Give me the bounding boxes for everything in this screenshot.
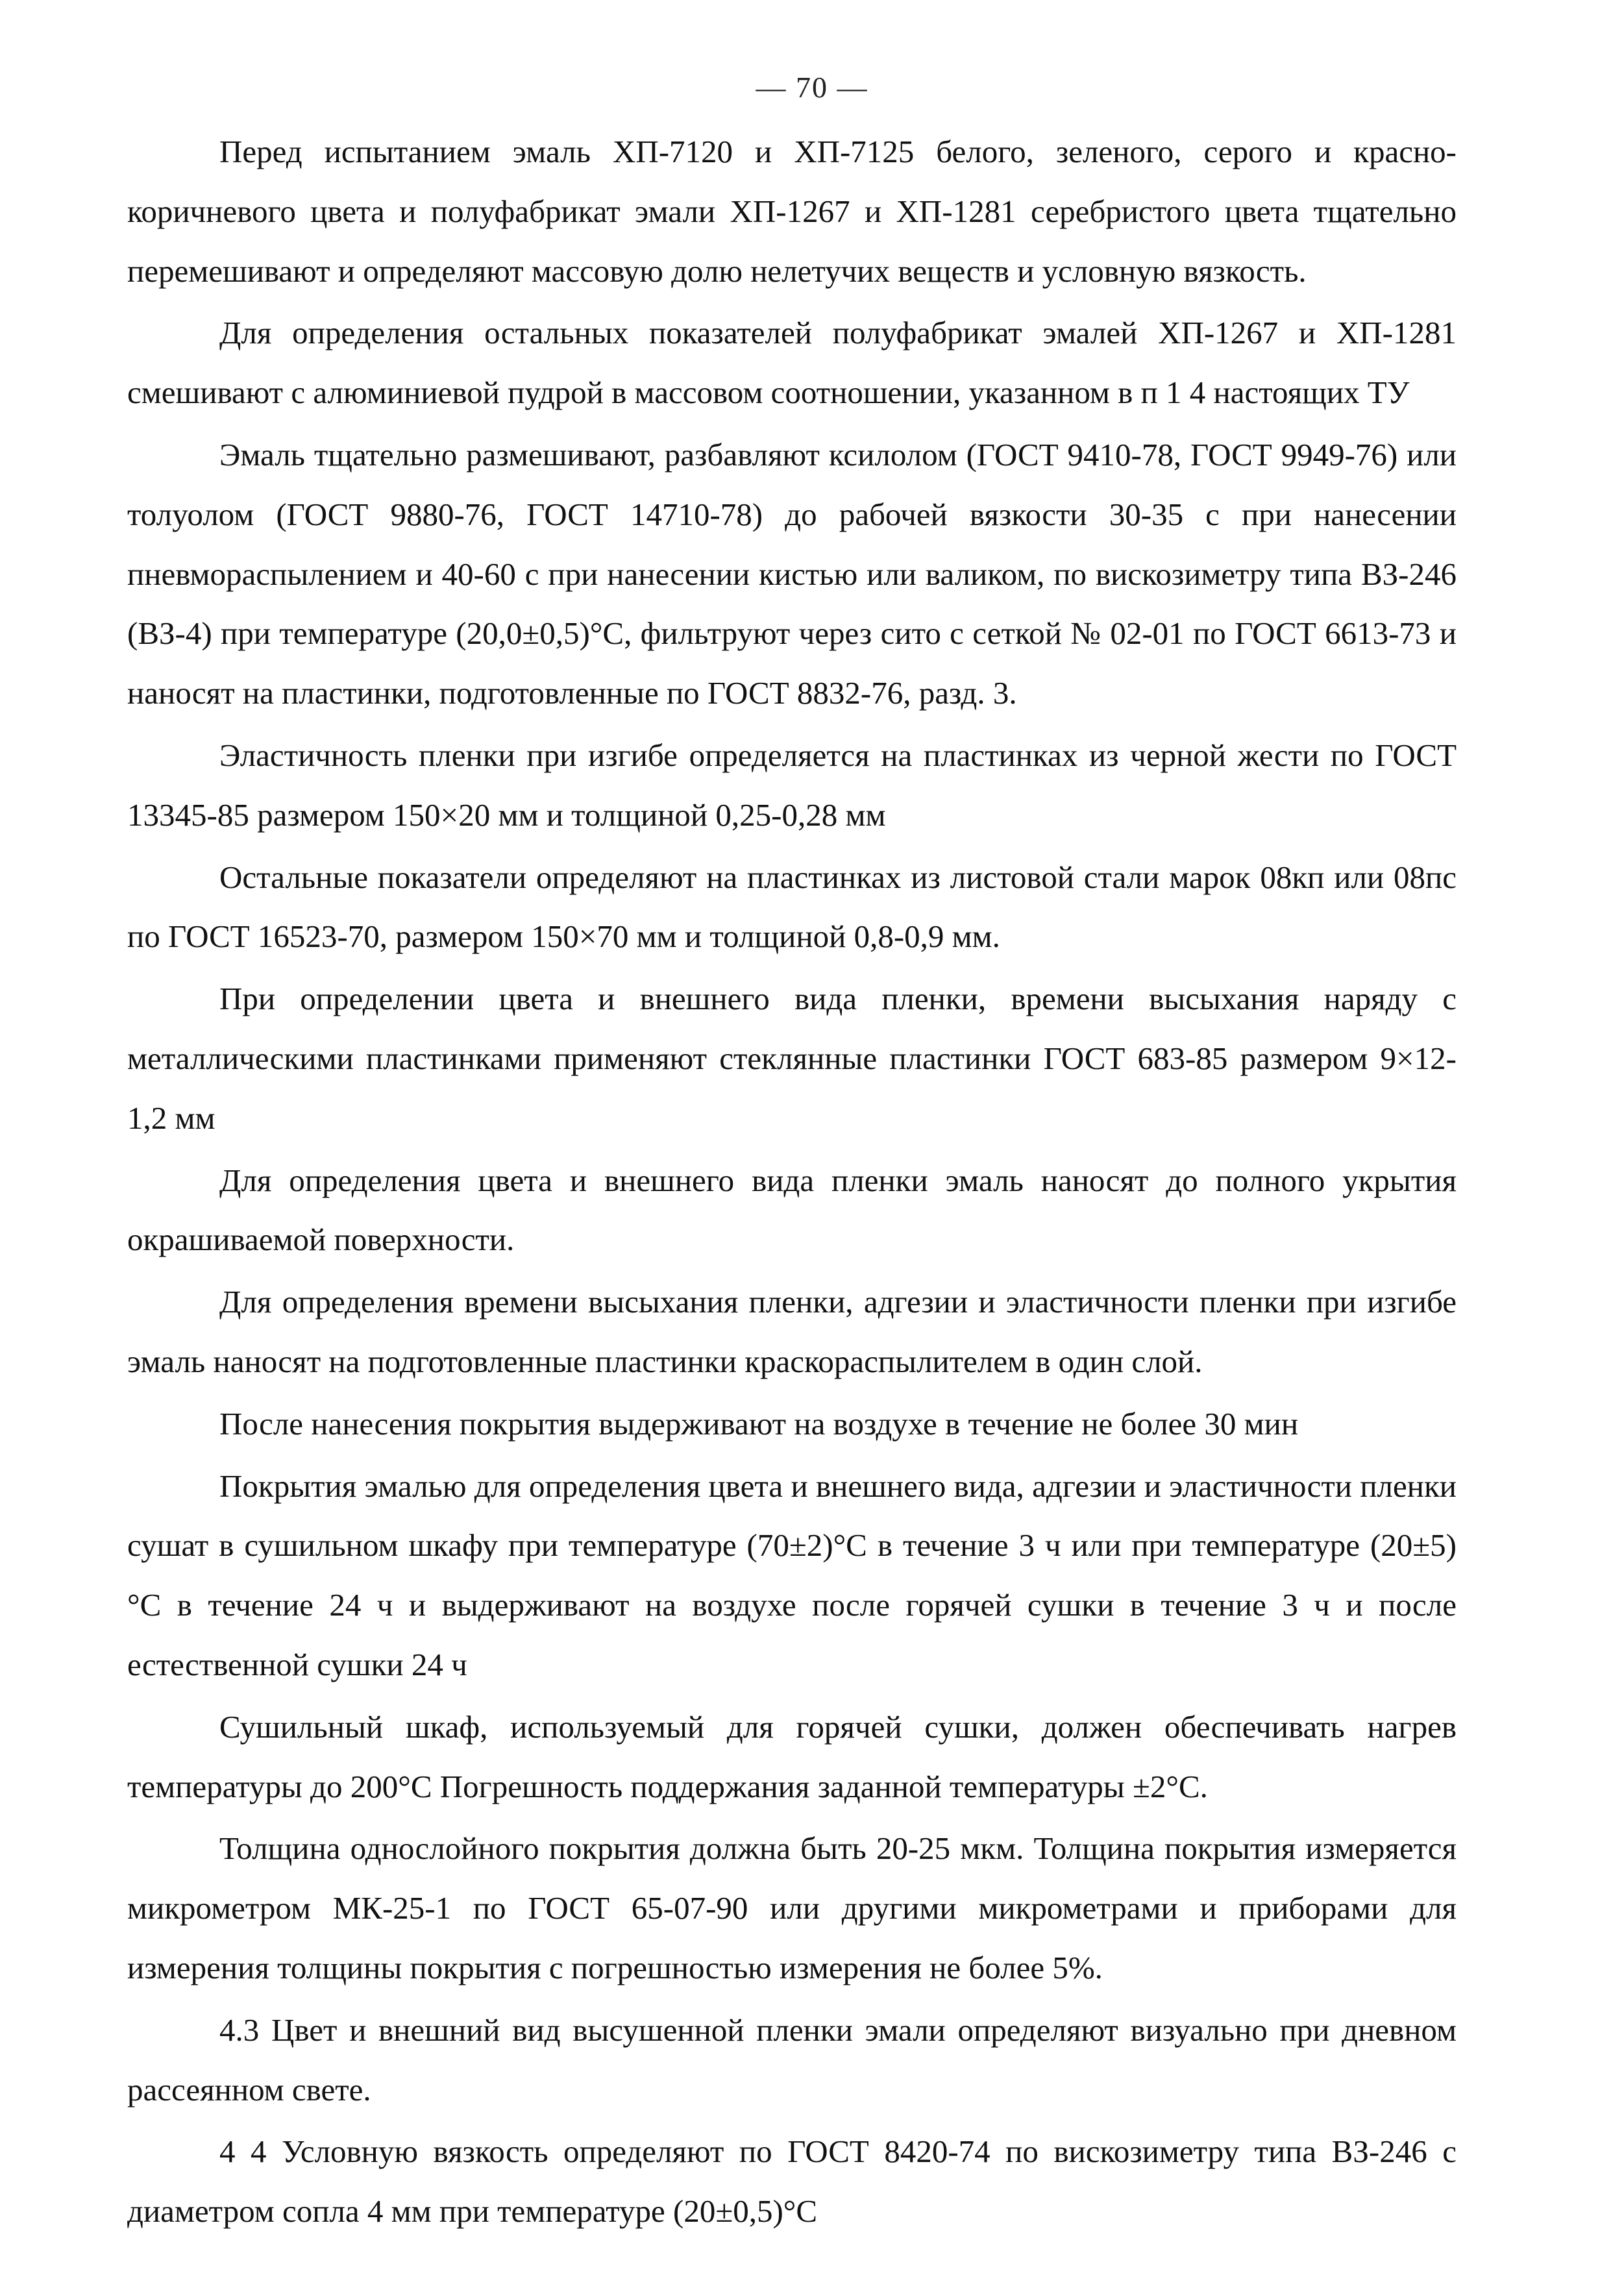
paragraph-thinning-and-application: Эмаль тщательно размешивают, разбавляют ксилолом (ГОСТ 9410-78, ГОСТ 9949-76) или толуолом (ГОСТ 9880-76, ГОСТ 14710-78) до рабочей вязкости 30-35 с при нанесении пневмораспылением и 40-60 с при нанесении кистью или валиком, по вискозиметру типа ВЗ-246 (ВЗ-4) при температуре (20,0±0,5)°С, фильтруют через сито с сеткой № 02-01 по ГОСТ 6613-73 и наносят на пластинки, подготовленные по ГОСТ 8832-76, разд. 3. [127,436,1457,711]
paragraph-single-layer-spray: Для определения времени высыхания пленки, адгезии и эластичности пленки при изгибе эмаль наносят на подготовленные пластинки краскораспылителем в один слой. [127,1284,1457,1379]
page-number: — 70 — [756,71,868,104]
paragraph-drying-conditions: Покрытия эмалью для определения цвета и внешнего вида, адгезии и эластичности пленки сушат в сушильном шкафу при температуре (70±2)°С в течение 3 ч или при температуре (20±5)°С в течение 24 ч и выдерживают на воздухе после горячей сушки в течение 3 ч и после естественной сушки 24 ч [127,1468,1457,1682]
paragraph-steel-plates: Остальные показатели определяют на пластинках из листовой стали марок 08кп или 08пс по ГОСТ 16523-70, размером 150×70 мм и толщиной 0,8-0,9 мм. [127,859,1457,955]
paragraph-drying-oven: Сушильный шкаф, используемый для горячей сушки, должен обеспечивать нагрев температуры до 200°С Погрешность поддержания заданной температуры ±2°С. [127,1708,1457,1804]
paragraph-section-4-3: 4.3 Цвет и внешний вид высушенной пленки эмали определяют визуально при дневном рассеянном свете. [127,2011,1457,2108]
paragraph-full-coverage: Для определения цвета и внешнего вида пленки эмаль наносят до полного укрытия окрашиваемой поверхности. [127,1162,1457,1258]
paragraph-coating-thickness: Толщина однослойного покрытия должна быть 20-25 мкм. Толщина покрытия измеряется микрометром МК-25-1 по ГОСТ 65-07-90 или другими микрометрами и приборами для измерения толщины покрытия с погрешностью измерения не более 5%. [127,1830,1457,1985]
paragraph-aluminum-powder-mixing: Для определения остальных показателей полуфабрикат эмалей ХП-1267 и ХП-1281 смешивают с алюминиевой пудрой в массовом соотношении, указанном в п 1 4 настоящих ТУ [127,315,1457,411]
paragraph-air-hold: После нанесения покрытия выдерживают на воздухе в течение не более 30 мин [219,1405,1299,1442]
paragraph-glass-plates: При определении цвета и внешнего вида пленки, времени высыхания наряду с металлическими пластинками применяют стеклянные пластинки ГОСТ 683-85 размером 9×12-1,2 мм [127,981,1457,1136]
paragraph-section-4-4: 4 4 Условную вязкость определяют по ГОСТ 8420-74 по вискозиметру типа ВЗ-246 с диаметром сопла 4 мм при температуре (20±0,5)°С [127,2133,1457,2230]
paragraph-pre-test-mixing: Перед испытанием эмаль ХП-7120 и ХП-7125 белого, зеленого, серого и красно-коричневого цвета и полуфабрикат эмали ХП-1267 и ХП-1281 серебристого цвета тщательно перемешивают и определяют массовую долю нелетучих веществ и условную вязкость. [127,134,1457,289]
paragraph-elasticity-plates: Эластичность пленки при изгибе определяется на пластинках из черной жести по ГОСТ 13345-85 размером 150×20 мм и толщиной 0,25-0,28 мм [127,737,1457,833]
document-body [127,122,1457,2244]
